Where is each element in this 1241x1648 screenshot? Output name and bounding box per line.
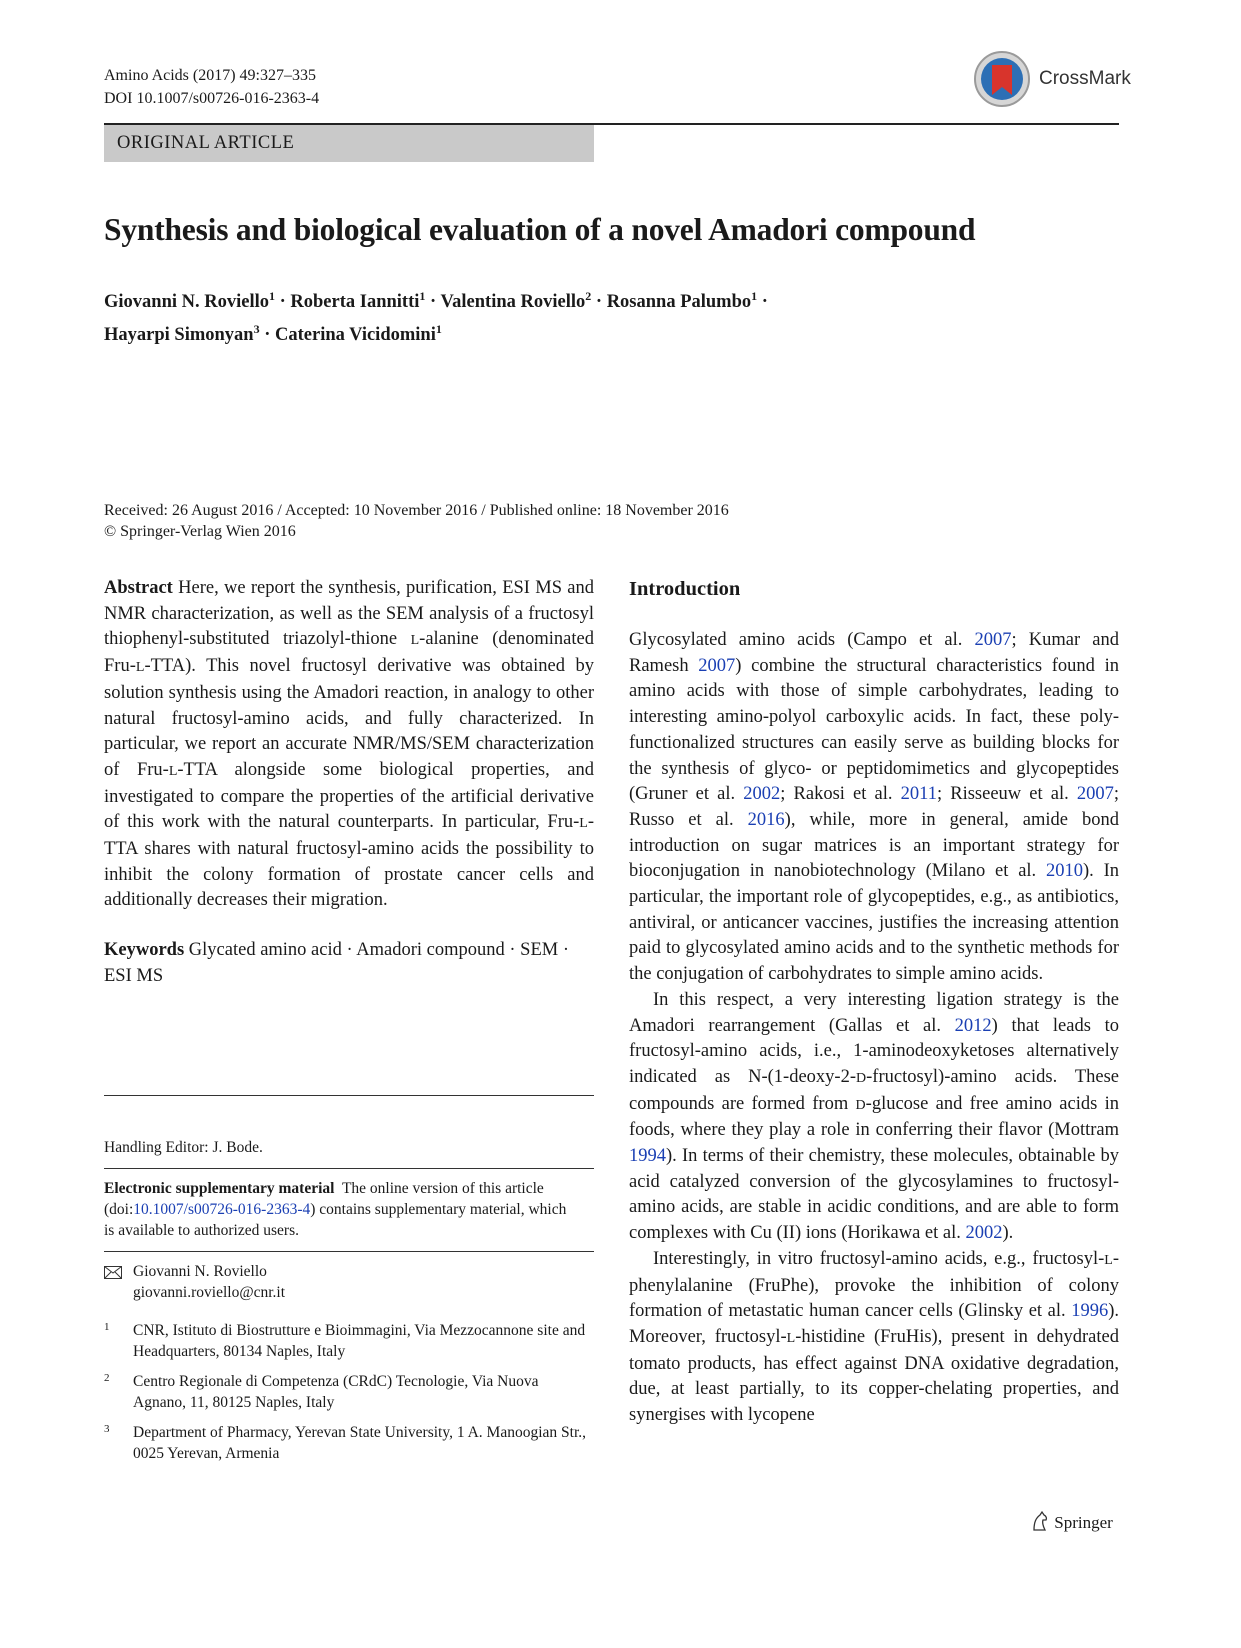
citation-link[interactable]: 2002 [743,784,781,805]
text-segment: In this respect, a very interesting ligation strategy is the Amadori rearrangement (Gallas et al. [629,989,1119,1036]
author-list [104,283,768,349]
esm-heading: Electronic supplementary material [104,1180,335,1197]
text-segment: -fructosyl)-amino acids. These compounds are formed from [629,1066,1119,1114]
author-affiliation-sup: 1 [435,322,442,337]
text-segment: ; Kumar and Ramesh [629,630,1119,676]
corresponding-author [104,1261,594,1305]
affiliation-number: 1 [104,1321,110,1333]
esm-note [104,1178,574,1241]
smallcaps-letter: D [855,1097,866,1113]
citation-link[interactable]: 2012 [954,1015,992,1036]
esm-text: ) contains supplementary material, which is available to authorized users. [104,1201,567,1239]
copyright-line: © Springer-Verlag Wien 2016 [104,523,296,540]
text-segment: ; Russo et al. [629,784,1119,830]
citation-link[interactable]: 2011 [900,784,937,805]
text-segment: ) that leads to fructosyl-amino acids, i.e., 1-aminodeoxyketoses alternatively indicated as N-(1-deoxy-2- [629,1015,1119,1087]
citation-link[interactable]: 1996 [1071,1301,1109,1322]
author-affiliation-sup: 1 [751,289,758,303]
author-name: Caterina Vicidomini [275,325,436,346]
crossmark-icon [973,50,1031,108]
author-affiliation-sup: 1 [268,289,275,303]
abstract-segment: Here, we report the synthesis, purification, ESI MS and NMR characterization, as well as the SEM analysis of a fructosyl thiophenyl-substituted triazolyl-thione [104,578,594,650]
article-type-label: ORIGINAL ARTICLE [117,133,295,153]
smallcaps-letter: L [1104,1252,1113,1268]
abstract-segment: -alanine (denominated Fru- [104,629,594,677]
crossmark-label: CrossMark [1039,68,1131,89]
citation-link[interactable]: 2010 [1045,861,1083,882]
footnote-rule [104,1095,594,1096]
author-name: Valentina Roviello [440,292,586,313]
keywords-text: Glycated amino acid · Amadori compound · SEM · ESI MS [104,940,569,986]
introduction-section [629,576,1119,1429]
doi-line: DOI 10.1007/s00726-016-2363-4 [104,90,320,107]
text-segment: ). Moreover, fructosyl- [629,1301,1119,1347]
text-segment: Interestingly, in vitro fructosyl-amino acids, e.g., fructosyl- [653,1248,1105,1269]
citation-link[interactable]: 2002 [965,1223,1003,1244]
dates-line: Received: 26 August 2016 / Accepted: 10 November 2016 / Published online: 18 November 2016 [104,502,729,519]
keywords [104,938,594,989]
citation-link[interactable]: 2016 [747,809,785,830]
journal-citation [104,64,319,110]
corresponding-email[interactable]: giovanni.roviello@cnr.it [133,1284,286,1301]
affiliation-number: 3 [104,1423,110,1435]
esm-text: The online version of this article (doi: [104,1180,544,1218]
author-separator: · [274,292,291,313]
text-segment: -phenylalanine (FruPhe), provoke the inhibition of colony formation of metastatic human cancer cells (Glinsky et al. [629,1248,1119,1322]
abstract-segment: -TTA shares with natural fructosyl-amino acids the possibility to inhibit the colony formation of prostate cancer cells and additionally decreases their migration. [104,812,594,911]
author-line-1 [104,283,768,316]
citation-link[interactable]: 2007 [698,655,736,676]
publication-dates [104,500,729,542]
abstract-block [104,576,594,990]
citation-link[interactable]: 1994 [629,1146,666,1167]
author-separator: · [425,292,441,313]
article-type-banner [104,125,594,162]
text-segment: ; Risseeuw et al. [936,784,1077,805]
introduction-heading: Introduction [629,578,741,600]
esm-doi-link[interactable]: 10.1007/s00726-016-2363-4 [133,1201,311,1218]
smallcaps-letter: L [786,1330,796,1346]
keywords-heading: Keywords [104,940,185,961]
author-name: Giovanni N. Roviello [104,292,269,313]
intro-paragraph-3 [629,1247,1119,1429]
author-separator: · [757,292,768,313]
journal-line: Amino Acids (2017) 49:327–335 [104,67,316,84]
author-name: Rosanna Palumbo [606,292,752,313]
paper-title: Synthesis and biological evaluation of a novel Amadori compound [104,212,976,247]
affiliation-number: 2 [104,1372,110,1384]
footnote-rule [104,1168,594,1169]
abstract-segment: -TTA alongside some biological properties, and investigated to compare the properties of the artificial derivative of this work with the natural counterparts. In particular, Fru- [104,759,594,833]
author-separator: · [591,292,607,313]
springer-logo [1030,1510,1113,1533]
springer-label: Springer [1054,1513,1113,1532]
affiliation-text: Centro Regionale di Competenza (CRdC) Tecnologie, Via Nuova Agnano, 11, 80125 Naples, Italy [133,1373,539,1411]
springer-horse-icon [1030,1510,1050,1532]
affiliation-text: Department of Pharmacy, Yerevan State University, 1 A. Manoogian Str., 0025 Yerevan, Armenia [133,1424,587,1462]
smallcaps-letter: L [135,660,145,676]
text-segment: -glucose and free amino acids in foods, where they play a role in conferring their flavor (Mottram [629,1093,1119,1141]
citation-link[interactable]: 2007 [974,630,1012,650]
envelope-icon [104,1266,122,1279]
text-segment: ) combine the structural characteristics found in amino acids with those of simple carbohydrates, leading to interesting amino-polyol carboxylic acids. In fact, these poly-functionalized structures can easily serve as building blocks for the synthesis of glyco- or peptidomimetics and glycopeptides (Gruner et al. [629,655,1119,805]
affiliation-text: CNR, Istituto di Biostrutture e Bioimmagini, Via Mezzocannone site and Headquarters, 80134 Naples, Italy [133,1322,586,1360]
text-segment: ). [1002,1223,1014,1244]
text-segment: ). In terms of their chemistry, these molecules, obtainable by acid catalyzed conversion of the glycosylamines to fructosyl-amino acids, are stable in acidic conditions, and are able to form complexes with Cu (II) ions (Horikawa et al. [629,1146,1119,1244]
abstract-text [104,576,594,914]
author-name: Hayarpi Simonyan [104,325,254,346]
corresponding-name: Giovanni N. Roviello [133,1263,267,1280]
author-line-2 [104,316,768,349]
author-affiliation-sup: 3 [253,322,260,337]
text-segment: ; Rakosi et al. [780,784,901,805]
smallcaps-letter: L [168,763,178,779]
author-affiliation-sup: 2 [585,289,592,303]
text-segment: ), while, more in general, amide bond introduction on sugar matrices is an important strategy for bioconjugation in nanobiotechnology (Milano et al. [629,809,1119,882]
intro-paragraph-2 [629,988,1119,1247]
text-segment: ). In particular, the important role of glycopeptides, e.g., as antibiotics, antiviral, or anticancer vaccines, justifies the increasing attention paid to glycosylated amino acids and to the synthetic methods for the conjugation of carbohydrates to simple amino acids. [629,861,1119,985]
text-segment: Glycosylated amino acids (Campo et al. [629,630,975,650]
abstract-segment: -TTA). This novel fructosyl derivative was obtained by solution synthesis using the Amadori reaction, in analogy to other natural fructosyl-amino acids, and fully characterized. In particular, we report an accurate NMR/MS/SEM characterization of Fru- [104,656,594,780]
author-name: Roberta Iannitti [290,292,420,313]
abstract-heading: Abstract [104,578,173,598]
crossmark-badge[interactable] [973,50,1131,108]
smallcaps-letter: L [579,816,588,832]
author-separator: · [259,325,275,346]
footnote-rule [104,1251,594,1252]
text-segment: -histidine (FruHis), present in dehydrated tomato products, has effect against DNA oxidative degradation, due, at least partially, to its copper-chelating properties, and synergises with lycopene [629,1326,1119,1426]
citation-link[interactable]: 2007 [1076,784,1114,805]
smallcaps-letter: L [410,633,420,649]
author-affiliation-sup: 1 [419,289,426,303]
handling-editor: Handling Editor: J. Bode. [104,1139,263,1156]
smallcaps-letter: D [856,1070,867,1086]
intro-paragraph-1 [629,628,1119,988]
